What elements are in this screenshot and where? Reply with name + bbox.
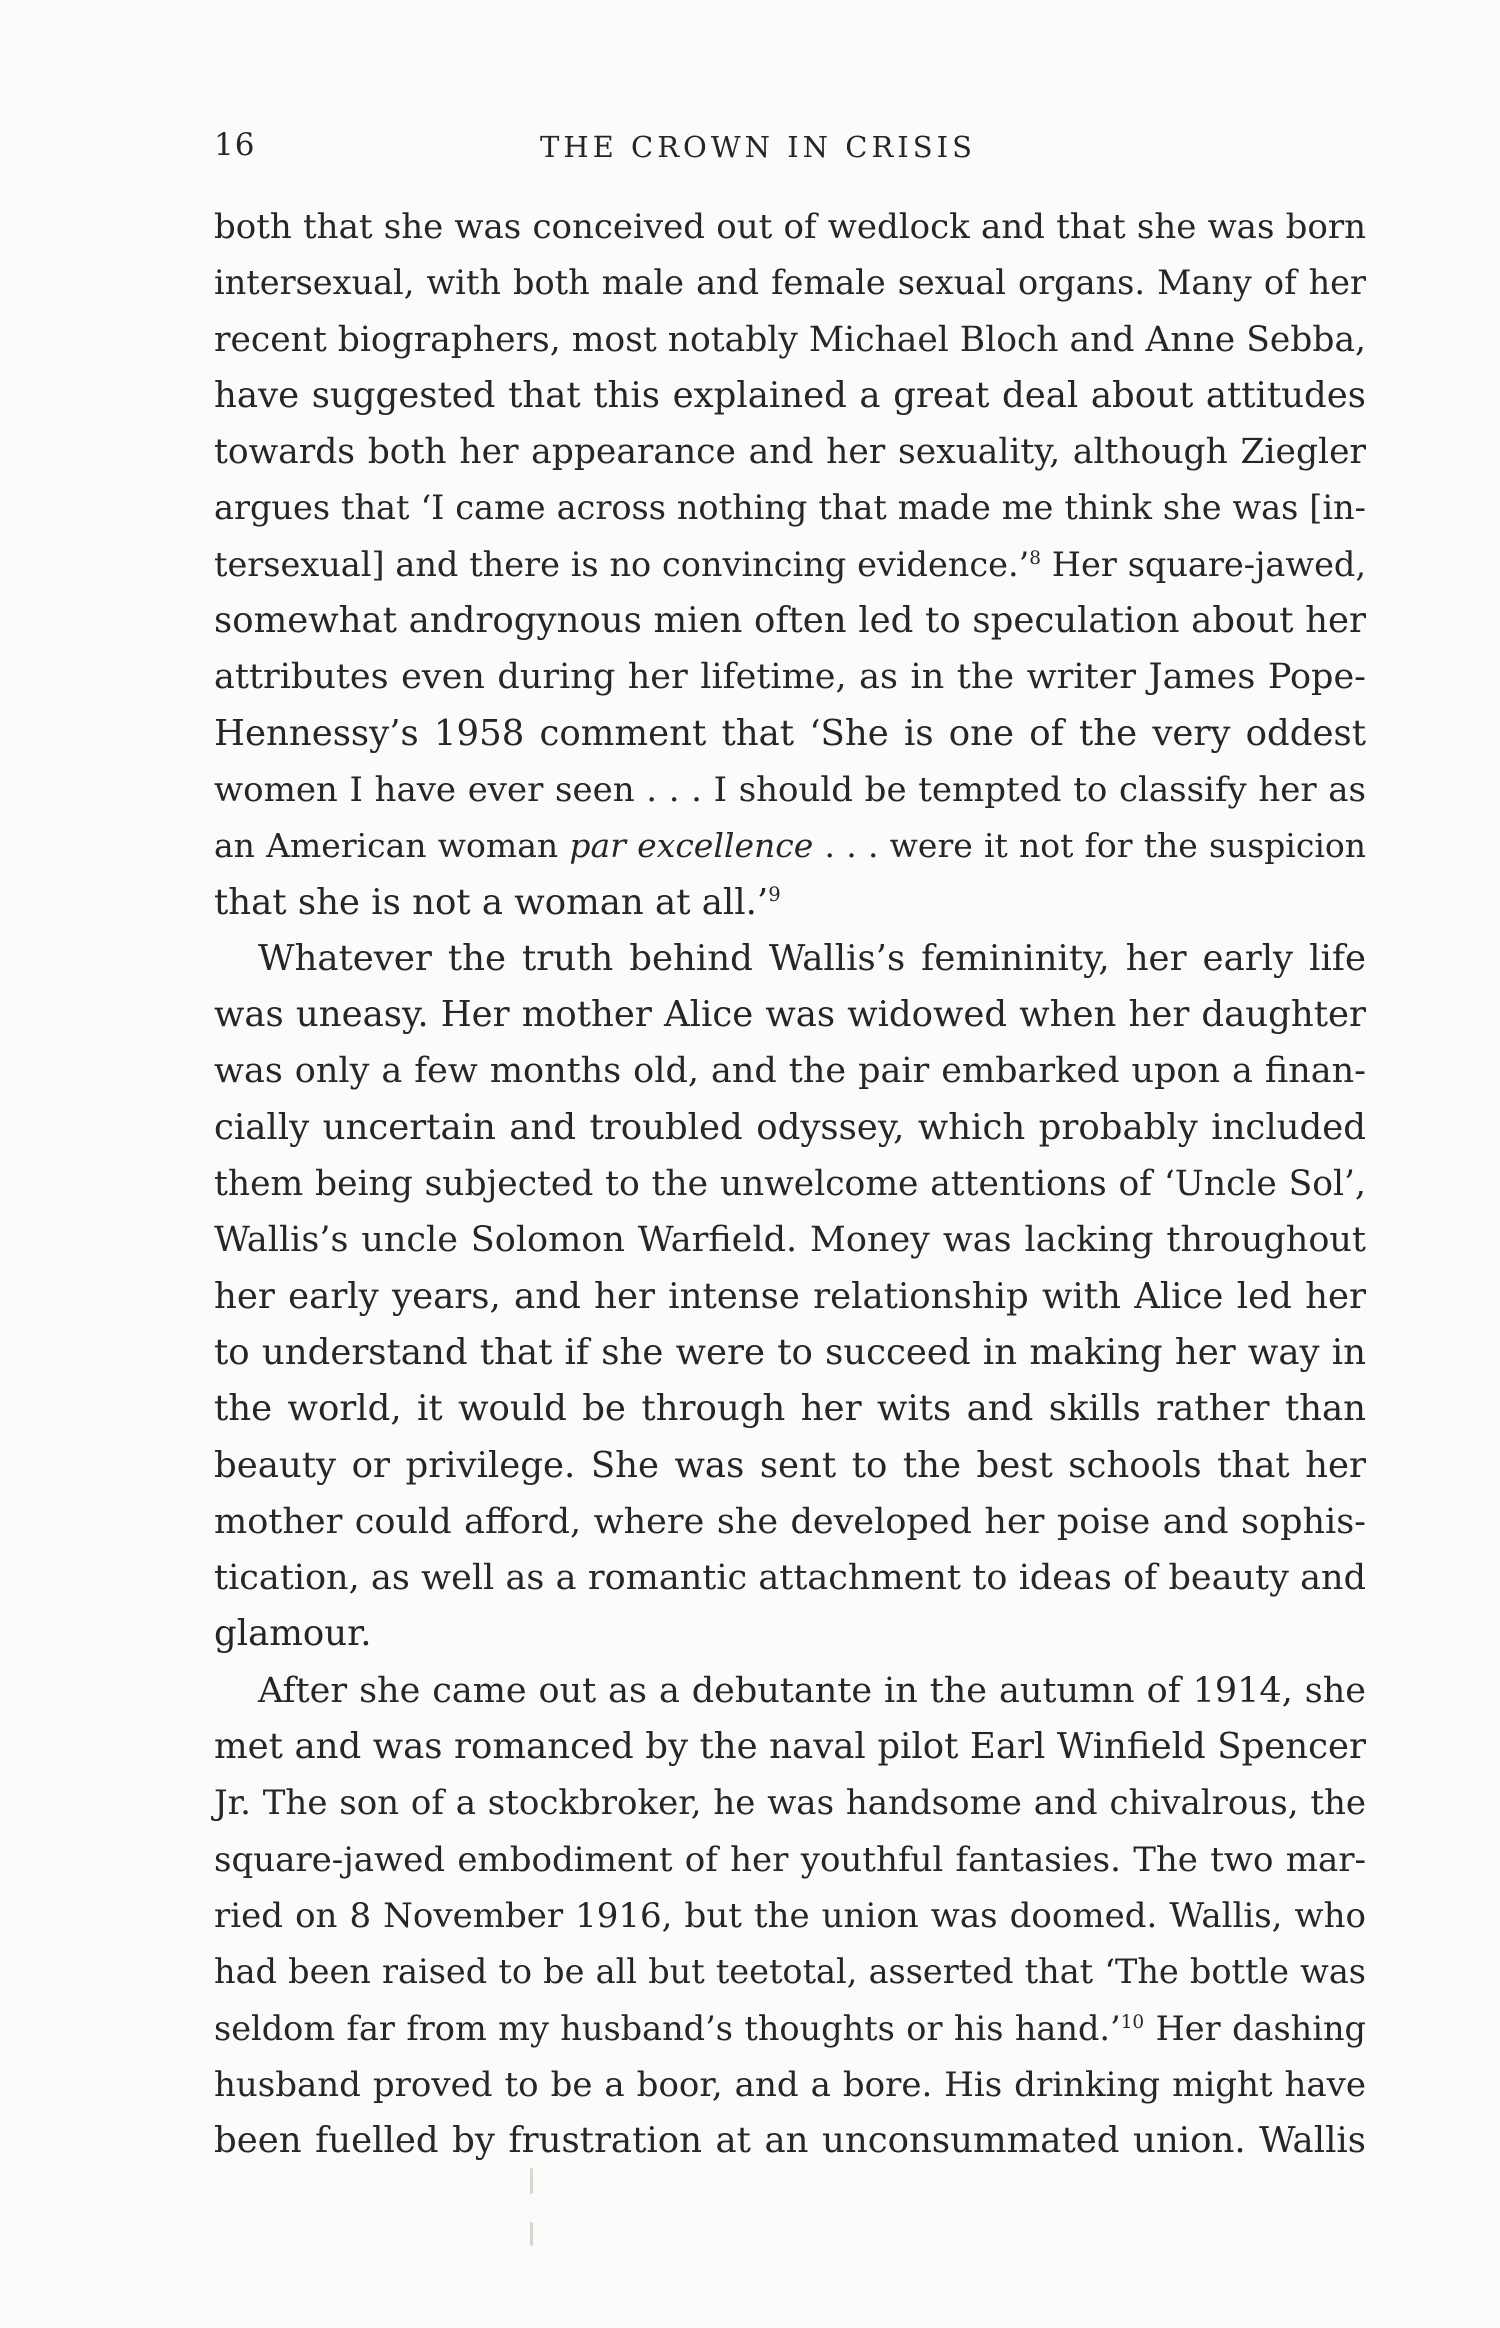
text-line: Whatever the truth behind Wallis’s femininity, her early life — [258, 937, 1366, 979]
text-segment: Her square-jawed, — [1040, 544, 1366, 584]
text-line: towards both her appearance and her sexuality, although Ziegler — [214, 432, 1366, 473]
text-segment: Her dashing — [1144, 2008, 1366, 2048]
text-line — [214, 2001, 1366, 2057]
scan-artifact — [530, 2222, 533, 2246]
text-line — [214, 875, 1366, 931]
text-line: both that she was conceived out of wedlock and that she was born — [214, 207, 1366, 247]
text-line: attributes even during her lifetime, as in the writer James Pope- — [214, 657, 1366, 698]
text-line: glamour. — [214, 1613, 372, 1655]
body-text — [214, 199, 1366, 2169]
text-line: her early years, and her intense relationship with Alice led her — [214, 1275, 1366, 1317]
text-line: square-jawed embodiment of her youthful fantasies. The two mar- — [214, 1839, 1366, 1880]
paragraph-1 — [214, 199, 1366, 931]
text-line: ried on 8 November 1916, but the union was doomed. Wallis, who — [214, 1895, 1366, 1936]
text-segment: that she is not a woman at all.’ — [214, 881, 769, 923]
text-line: argues that ‘I came across nothing that made me think she was [in- — [214, 488, 1366, 528]
text-line: to understand that if she were to succeed in making her way in — [214, 1331, 1366, 1373]
scan-artifact — [530, 2168, 533, 2194]
text-line: met and was romanced by the naval pilot Earl Winfield Spencer — [214, 1726, 1366, 1768]
text-line: the world, it would be through her wits and skills rather than — [214, 1388, 1366, 1430]
text-line: tication, as well as a romantic attachment to ideas of beauty and — [214, 1558, 1366, 1599]
italic-phrase: par excellence — [569, 826, 814, 866]
text-line — [214, 818, 1366, 874]
text-line: intersexual, with both male and female sexual organs. Many of her — [214, 263, 1366, 303]
text-line: recent biographers, most notably Michael Bloch and Anne Sebba, — [214, 319, 1366, 360]
paragraph-3 — [214, 1663, 1366, 2170]
page-number: 16 — [214, 127, 256, 163]
text-line: mother could afford, where she developed her poise and sophis- — [214, 1501, 1366, 1542]
text-line: was only a few months old, and the pair embarked upon a finan- — [214, 1051, 1366, 1092]
text-line: was uneasy. Her mother Alice was widowed when her daughter — [214, 994, 1366, 1036]
footnote-ref-8: 8 — [1029, 547, 1041, 569]
footnote-ref-10: 10 — [1120, 2011, 1145, 2033]
text-line: beauty or privilege. She was sent to the best schools that her — [214, 1444, 1366, 1486]
text-line: had been raised to be all but teetotal, asserted that ‘The bottle was — [214, 1952, 1366, 1992]
text-segment: . . . were it not for the suspicion — [813, 826, 1367, 866]
paragraph-2 — [214, 931, 1366, 1663]
text-segment: tersexual] and there is no convincing evidence.’ — [214, 544, 1030, 584]
text-line: After she came out as a debutante in the autumn of 1914, she — [258, 1670, 1366, 1711]
running-head: THE CROWN IN CRISIS — [540, 130, 976, 164]
text-line: Wallis’s uncle Solomon Warfield. Money was lacking throughout — [214, 1220, 1366, 1261]
text-line: somewhat androgynous mien often led to speculation about her — [214, 600, 1366, 642]
text-line: have suggested that this explained a great deal about attitudes — [214, 374, 1366, 416]
text-segment: an American woman — [214, 826, 570, 866]
text-segment: seldom far from my husband’s thoughts or his hand.’ — [214, 2008, 1121, 2048]
text-line: Jr. The son of a stockbroker, he was handsome and chivalrous, the — [214, 1783, 1366, 1824]
text-line — [214, 537, 1366, 593]
text-line: been fuelled by frustration at an unconsummated union. Wallis — [214, 2120, 1366, 2162]
text-line: husband proved to be a boor, and a bore. His drinking might have — [214, 2064, 1366, 2105]
text-line: women I have ever seen . . . I should be tempted to classify her as — [214, 769, 1366, 810]
footnote-ref-9: 9 — [768, 882, 781, 906]
text-line: cially uncertain and troubled odyssey, which probably included — [214, 1106, 1366, 1148]
text-line: them being subjected to the unwelcome attentions of ‘Uncle Sol’, — [214, 1164, 1366, 1205]
text-line: Hennessy’s 1958 comment that ‘She is one of the very oddest — [214, 712, 1366, 754]
